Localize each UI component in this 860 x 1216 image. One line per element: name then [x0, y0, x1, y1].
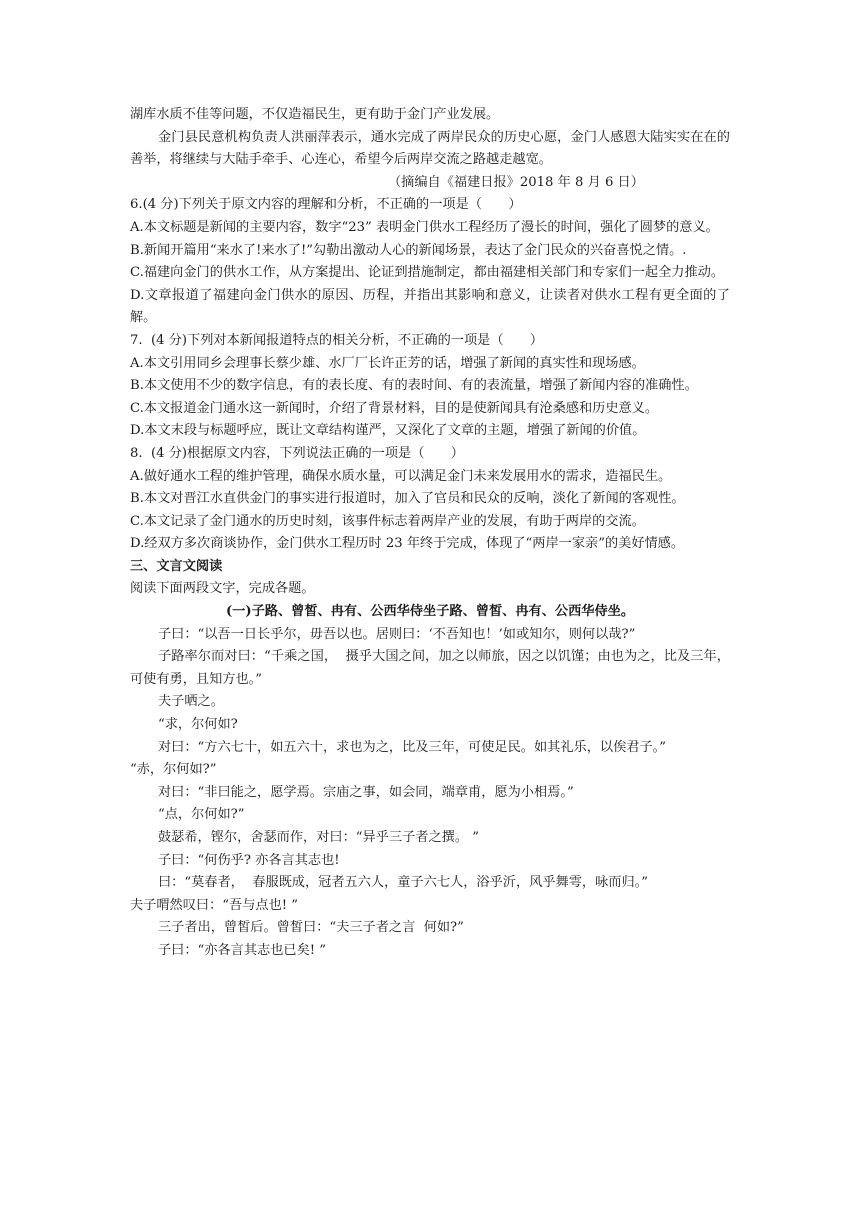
question-7-option-c: C.本文报道金门通水这一新闻时，介绍了背景材料，目的是使新闻具有沧桑感和历史意义。	[130, 400, 659, 416]
question-7-option-d: D.本文末段与标题呼应，既让文章结构谨严，又深化了文章的主题，增强了新闻的价值。	[130, 423, 646, 439]
question-8-option-d: D.经双方多次商谈协作，金门供水工程历时 23 年终于完成，体现了“两岸一家亲”的美好情感。	[130, 536, 685, 552]
classical-text-line: 夫子喟然叹曰：“吾与点也! ”	[130, 897, 299, 913]
classical-text-title: (一)子路、曾皙、冉有、公西华侍坐子路、曾皙、冉有、公西华侍坐。	[225, 604, 635, 620]
classical-text-line: 夫子哂之。	[158, 694, 224, 710]
passage-paragraph: 金门县民意机构负责人洪丽萍表示，通水完成了两岸民众的历史心愿，金门人感恩大陆实实在在的善举，将继续与大陆手牵手、心连心，希望今后两岸交流之路越走越宽。	[130, 129, 730, 168]
question-7-option-b: B.本文使用不少的数字信息，有的表长度、有的表时间、有的表流量，增强了新闻内容的准确性。	[130, 378, 698, 394]
classical-text-line: 曰：“莫春者， 春服既成，冠者五六人，童子六七人，浴乎沂，风乎舞雩，咏而归。”	[158, 875, 649, 891]
classical-text-line: “赤，尔何如?”	[130, 762, 217, 778]
question-7-option-a: A.本文引用同乡会理事长蔡少雄、水厂厂长许正芳的话，增强了新闻的真实性和现场感。	[130, 355, 645, 371]
section-heading: 三、文言文阅读	[130, 558, 223, 574]
question-8-option-a: A.做好通水工程的维护管理，确保水质水量，可以满足金门未来发展用水的需求，造福民生。	[130, 468, 672, 484]
classical-text-line: 对曰：“非曰能之，愿学焉。宗庙之事，如会同，端章甫，愿为小相焉。”	[158, 784, 574, 800]
question-6-option-b: B.新闻开篇用“来水了!来水了!”勾勒出激动人心的新闻场景，表达了金门民众的兴奋喜悦之情。.	[130, 242, 687, 258]
classical-text-line: 鼓瑟希，铿尔，舍瑟而作，对曰：“异乎三子者之撰。 ”	[158, 830, 479, 845]
classical-text-line: 三子者出，曾皙后。曾皙曰：“夫三子者之言 何如?”	[158, 920, 464, 936]
classical-text-line: 子曰：“亦各言其志也已矣! ”	[158, 942, 327, 958]
classical-text-line: 子曰：“何伤乎? 亦各言其志也!	[158, 852, 340, 868]
document-content	[130, 104, 730, 963]
passage-source: （摘编自《福建日报》2018 年 8 月 6 日）	[388, 174, 644, 190]
question-6-stem: 6.(4 分)下列关于原文内容的理解和分析，不正确的一项是（ ）	[130, 197, 522, 213]
section-instruction: 阅读下面两段文字，完成各题。	[130, 581, 315, 597]
question-8-option-b: B.本文对晋江水直供金门的事实进行报道时，加入了官员和民众的反响，淡化了新闻的客观性。	[130, 491, 685, 507]
question-6-option-c: C.福建向金门的供水工作，从方案提出、论证到措施制定，都由福建相关部门和专家们一起全力推动。	[130, 265, 725, 281]
question-7-stem: 7. (4 分)下列对本新闻报道特点的相关分析，不正确的一项是（ ）	[130, 332, 544, 348]
classical-text-line: “求，尔何如?	[158, 717, 238, 733]
classical-text-line: 子路率尔而对曰：“千乘之国， 摄乎大国之间，加之以师旅，因之以饥馑；由也为之，比及三年，可使有勇，且知方也。”	[130, 649, 730, 687]
passage-line: 湖库水质不佳等问题，不仅造福民生，更有助于金门产业发展。	[130, 107, 500, 122]
question-8-stem: 8. (4 分)根据原文内容，下列说法正确的一项是（ ）	[130, 445, 464, 461]
question-8-option-c: C.本文记录了金门通水的历史时刻，该事件标志着两岸产业的发展，有助于两岸的交流。	[130, 513, 645, 529]
classical-text-line: 对曰：“方六七十，如五六十，求也为之，比及三年，可使足民。如其礼乐，以俟君子。”	[158, 739, 667, 755]
question-6-option-d: D.文章报道了福建向金门供水的原因、历程，并指出其影响和意义，让读者对供水工程有更全面的了解。	[130, 287, 730, 326]
classical-text-line: “点，尔何如?”	[158, 807, 245, 823]
classical-text-line: 子曰：“以吾一日长乎尔，毋吾以也。居则曰：‘不吾知也！’如或知尔，则何以哉?”	[158, 626, 636, 642]
question-6-option-a: A.本文标题是新闻的主要内容，数字“23” 表明金门供水工程经历了漫长的时间，强化了圆梦的意义。	[130, 219, 719, 235]
